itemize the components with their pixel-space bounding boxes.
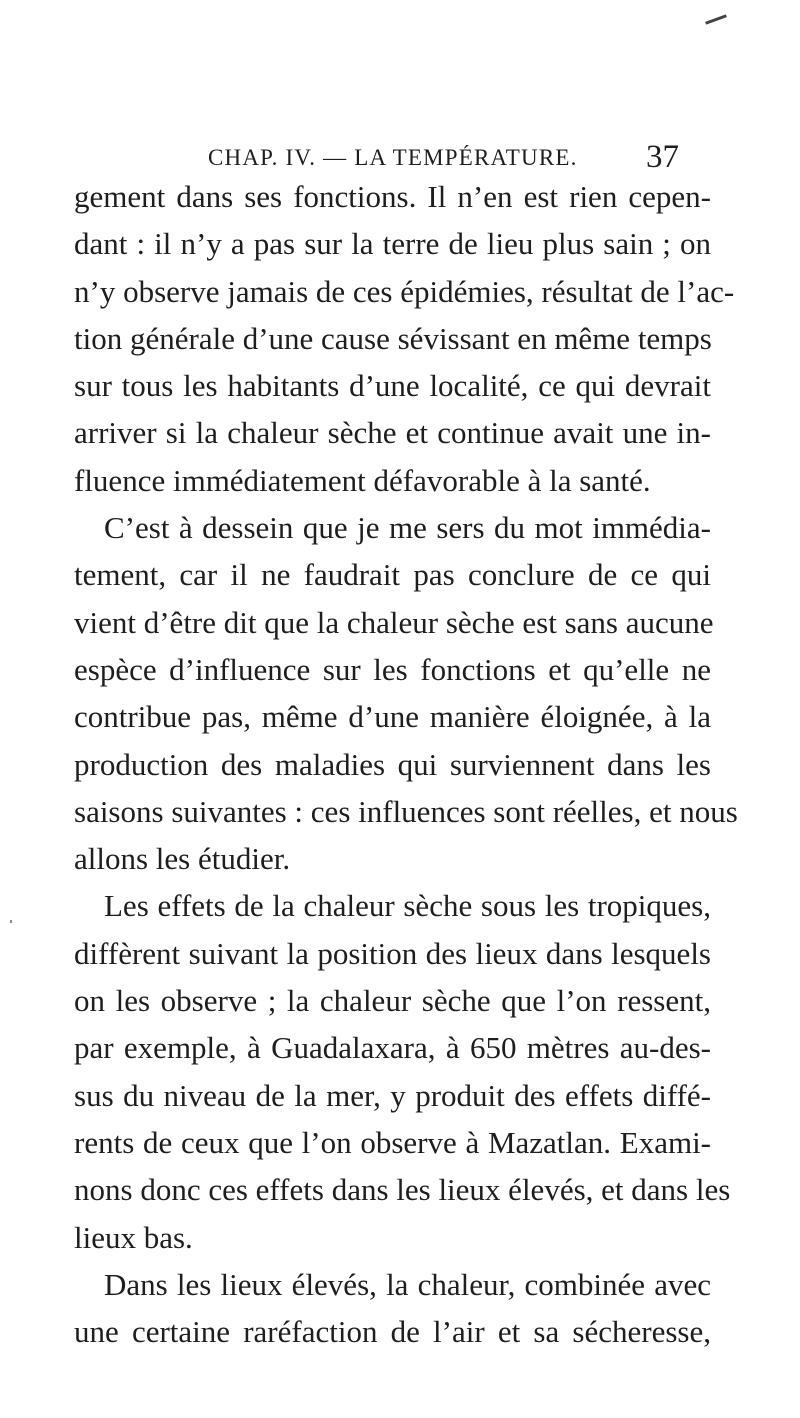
text-line: saisons suivantes : ces influences sont réelles, et nous [74,793,738,829]
text-line: lieux bas. [74,1219,193,1255]
text-line: sus du niveau de la mer, y produit des effets diffé- [74,1077,711,1113]
text-line: fluence immédiatement défavorable à la santé. [74,462,651,498]
text-line: C’est à dessein que je me sers du mot immédia- [104,510,711,546]
text-line: une certaine raréfaction de l’air et sa sécheresse, [74,1314,711,1350]
chapter-running-title: CHAP. IV. — LA TEMPÉRATURE. [208,145,578,170]
text-line: sur tous les habitants d’une localité, ce qui devrait [74,368,711,404]
page-number: 37 [646,139,679,175]
text-line: tement, car il ne faudrait pas conclure de ce qui [74,557,711,593]
text-line: arriver si la chaleur sèche et continue avait une in- [74,415,711,451]
text-line: n’y observe jamais de ces épidémies, résultat de l’ac- [74,273,735,309]
text-line: on les observe ; la chaleur sèche que l’on ressent, [74,983,711,1019]
text-line: par exemple, à Guadalaxara, à 650 mètres au-des- [74,1030,711,1066]
scan-mark [705,14,727,24]
body-text [74,173,738,1355]
text-line: nons donc ces effets dans les lieux élevés, et dans les [74,1172,731,1208]
text-line: Dans les lieux élevés, la chaleur, combinée avec [104,1266,711,1302]
text-line: allons les étudier. [74,841,291,877]
text-line: tion générale d’une cause sévissant en même temps [74,320,712,356]
text-line: contribue pas, même d’une manière éloignée, à la [74,699,711,735]
text-line: diffèrent suivant la position des lieux dans lesquels [74,935,711,971]
text-line: Les effets de la chaleur sèche sous les tropiques, [104,888,711,924]
text-line: production des maladies qui surviennent dans les [74,746,711,782]
scan-speck [10,920,12,923]
text-line: dant : il n’y a pas sur la terre de lieu plus sain ; on [74,226,711,262]
text-line: vient d’être dit que la chaleur sèche est sans aucune [74,604,714,640]
text-line: espèce d’influence sur les fonctions et qu’elle ne [74,651,711,687]
text-line: gement dans ses fonctions. Il n’en est rien cepen- [74,179,711,214]
text-line: rents de ceux que l’on observe à Mazatlan. Exami- [74,1124,711,1160]
